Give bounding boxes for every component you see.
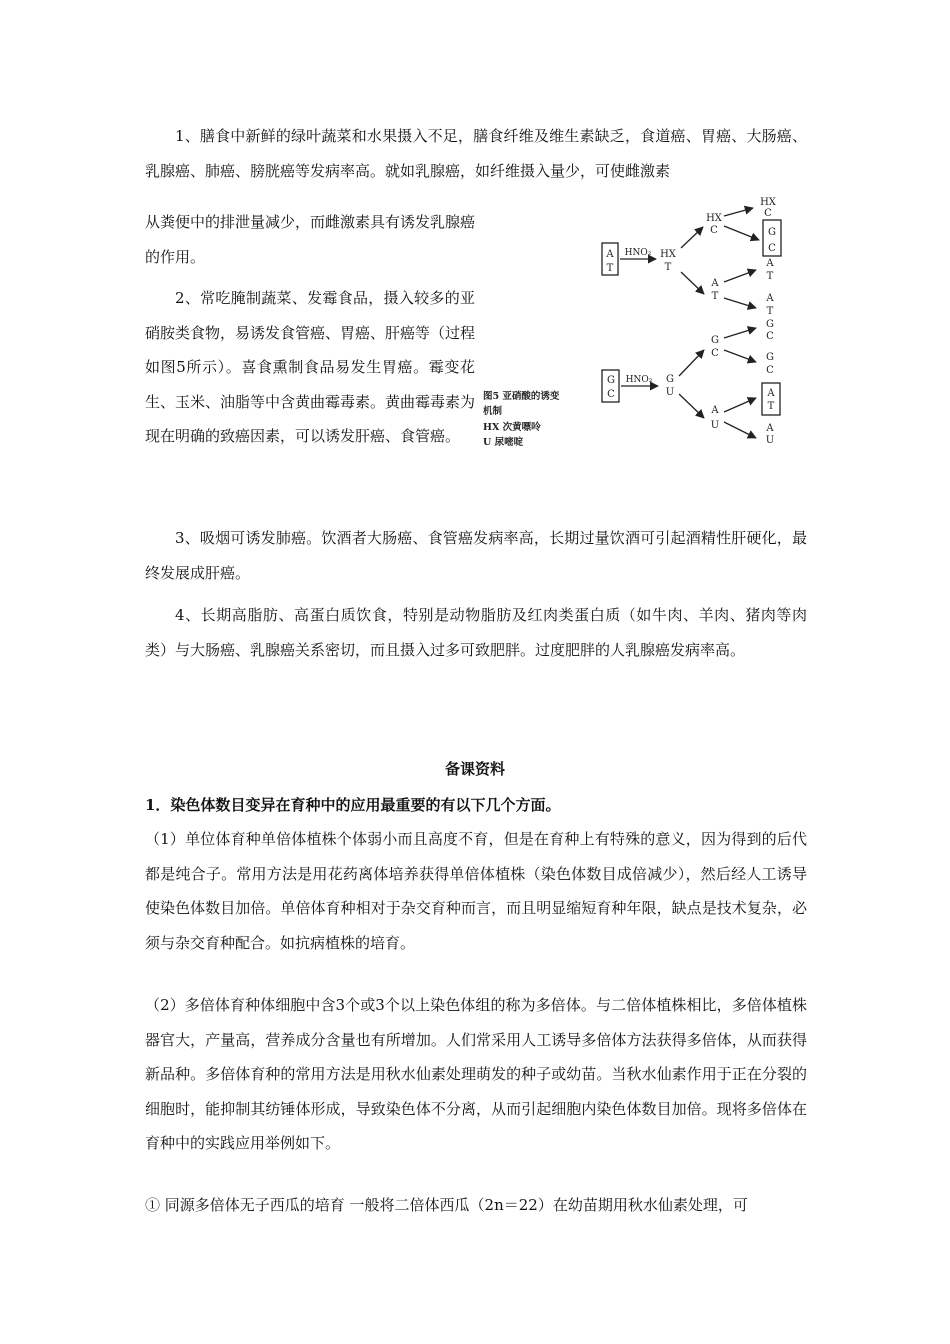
label-top-start-2: T [606, 263, 614, 274]
figure-caption-line-1: 图5 亚硝酸的诱变 [483, 391, 560, 402]
figure-caption-line-2: 机制 [483, 406, 503, 417]
label-bot-gc-2: C [711, 348, 719, 359]
figure-caption-line-3: HX 次黄嘌呤 [483, 422, 541, 433]
paragraph-diet-fiber-2: 从粪便中的排泄量减少，而雌激素具有诱发乳腺癌的作用。 [145, 213, 476, 266]
label-bot-start-1: G [607, 375, 615, 386]
section-title: 备课资料 [444, 760, 505, 778]
label-end-au-1: A [766, 423, 774, 434]
label-bot-au-1: A [711, 405, 719, 416]
label-end-gc-1: G [768, 227, 776, 238]
paragraph-diet-fiber-1: 1、膳食中新鲜的绿叶蔬菜和水果摄入不足，膳食纤维及维生素缺乏，食道癌、胃癌、大肠癌、乳腺癌、肺癌、膀胱癌等发病率高。就如乳腺癌，如纤维摄入量少，可使雌激素 [145, 127, 807, 180]
label-end-gc1-2: C [766, 331, 774, 342]
label-end-at1-1: A [766, 258, 774, 269]
label-bot-mid-2: U [665, 387, 675, 398]
label-hx-c-2: C [710, 225, 718, 236]
label-end-hx-c-2: C [764, 208, 772, 219]
label-top-at-1: A [711, 278, 719, 289]
section-heading: 1．染色体数目变异在育种中的应用最重要的有以下几个方面。 [145, 796, 561, 814]
label-end-at1-2: T [766, 271, 774, 282]
paragraph-haploid-breeding: （1）单位体育种单倍体植株个体弱小而且高度不育，但是在育种上有特殊的意义，因为得到的后代都是纯合子。常用方法是用花药离体培养获得单倍体植株（染色体数目成倍减少），然后经人工诱导使染色体数目加倍。单倍体育种相对于杂交育种而言，而且明显缩短育种年限，缺点是技术复杂，必须与杂交育种配合。如抗病植株的培育。 [145, 830, 807, 952]
label-end-au-2: U [765, 435, 775, 446]
label-top-mid-2: T [664, 262, 672, 273]
label-top-at-2: T [711, 291, 719, 302]
paragraph-smoking-alcohol: 3、吸烟可诱发肺癌。饮酒者大肠癌、食管癌发病率高，长期过量饮酒可引起酒精性肝硬化，最终发展成肝癌。 [145, 529, 807, 582]
paragraph-high-fat-diet: 4、长期高脂肪、高蛋白质饮食，特别是动物脂肪及红肉类蛋白质（如牛肉、羊肉、猪肉等肉类）与大肠癌、乳腺癌关系密切，而且摄入过多可致肥胖。过度肥胖的人乳腺癌发病率高。 [145, 606, 807, 659]
label-bot-start-2: C [607, 389, 615, 400]
label-end-at-2: T [767, 401, 775, 412]
label-end-gc2-1: G [766, 352, 774, 363]
label-bot-au-2: U [710, 420, 720, 431]
label-bot-gc-1: G [711, 335, 719, 346]
label-bot-mid-1: G [666, 374, 674, 385]
paragraph-seedless-watermelon: ① 同源多倍体无子西瓜的培育 一般将二倍体西瓜（2n＝22）在幼苗期用秋水仙素处理，可 [145, 1196, 748, 1214]
label-end-at-1: A [767, 388, 775, 399]
label-end-hx-c-1: HX [760, 197, 776, 208]
label-hx-c-1: HX [706, 213, 722, 224]
label-top-mid-1: HX [660, 249, 676, 260]
label-end-at2-1: A [766, 293, 774, 304]
nitrous-acid-mutation-diagram [478, 190, 808, 460]
figure-caption-line-4: U 尿嘧啶 [483, 437, 524, 448]
label-end-gc2-2: C [766, 365, 774, 376]
label-end-gc-2: C [768, 243, 776, 254]
paragraph-pickled-food: 2、常吃腌制蔬菜、发霉食品，摄入较多的亚硝胺类食物，易诱发食管癌、胃癌、肝癌等（过程如图5所示）。喜食熏制食品易发生胃癌。霉变花生、玉米、油脂等中含黄曲霉毒素。黄曲霉毒素为现在明确的致癌因素，可以诱发肝癌、食管癌。 [145, 289, 476, 445]
label-end-at2-2: T [766, 306, 774, 317]
label-reagent-bottom: HNO₂ [625, 375, 653, 385]
label-reagent-top: HNO₂ [624, 248, 652, 258]
label-end-gc1-1: G [766, 319, 774, 330]
label-top-start-1: A [606, 249, 614, 260]
paragraph-polyploid-breeding: （2）多倍体育种体细胞中含3个或3个以上染色体组的称为多倍体。与二倍体植株相比，多倍体植株器官大，产量高，营养成分含量也有所增加。人们常采用人工诱导多倍体方法获得多倍体，从而获得新品种。多倍体育种的常用方法是用秋水仙素处理萌发的种子或幼苗。当秋水仙素作用于正在分裂的细胞时，能抑制其纺锤体形成，导致染色体不分离，从而引起细胞内染色体数目加倍。现将多倍体在育种中的实践应用举例如下。 [145, 996, 807, 1152]
